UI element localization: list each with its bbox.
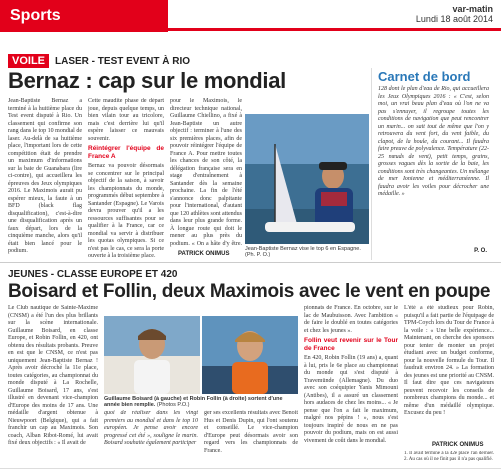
article2-paragraph: L'été a été studieux pour Robin, puisqu'il a fait partie de l'équipage de TPM-Coych lors du Tour de France à la voile : « Une belle expérience... Maintenant, on cherche des sponsors pour tenter de monter un projet étudiant avec un budget conforme, pour la nouvelle formule du Tour. Il faudrait environ 24. » La formation des jeunes est une priorité au CNSM. Il faut dire que ces navigateurs peuvent recevoir les conseils de nombreux champions du monde... et même d'un médaillé olympique. Excusez du peu ! <box>404 305 494 416</box>
footer-rule <box>0 468 501 469</box>
article1-paragraph: Cette maudite phase de départ joue, depuis quelque temps, un bien vilain tour au tricolore, mais c'est derrière lui qu'il espère laisser ce mauvais souvenir. <box>88 98 164 142</box>
photo-sailor <box>245 114 369 244</box>
caption-text: Guillaume Boisard (à gauche) et Robin Follin (à droite) sortent d'une année bien remplie. <box>104 396 283 408</box>
sidebar-text: 128 dont le plan d'eau de Rio, qui accueillera les Jeux Olympiques 2016 : « C'est, selon moi, un vrai beau plan d'eau où l'on ne va pas s'ennuyer, il regroupe toutes les conditions de navigation que peut rencontrer un marin... on sait tout de même que l'on y retrouvera du vent fort, du vent faible, du clapot, de la houle, du courant... Il faudra faire preuve de polyvalence. Température (22-25 nœuds de vent), petit temps, grains, grosses vagues dès la sortie de la baie, les conditions sont très changeantes. Un mélange de mer Ionienne et méditerranéenne. Il faudra avoir les voiles pour décrocher une médaille. » <box>378 86 489 197</box>
article2-column-5 <box>404 305 494 440</box>
article2-paragraph: Le Club nautique de Sainte-Maxime (CNSM) a été l'un des plus brillants sur la scène internationale. Guillaume Boisard, en classe Europe, et Robin Follin, en 420, ont obtenu des résultats probants. Preuve en est que le CNSM, ce n'est pas uniquement Jean-Baptiste Bernaz ! Après avoir décroché la 11e place, toutes catégories, au championnat du monde disputé à La Rochelle, Guillaume Boisard, 17 ans, s'est illustré en devenant vice-champion d'Europe des moins de 17 ans. Une médaille d'argent obtenue à Nieuwpoort (Belgique), qui a fait franchir un cap au Maximois. Son coach, Alban Ribot-Romé, lui avait fixé deux objectifs : « Il avait de <box>8 305 98 446</box>
article2-kicker: JEUNES - CLASSE EUROPE ET 420 <box>8 269 178 280</box>
masthead <box>416 4 493 24</box>
article2-column-1 <box>8 305 98 467</box>
article2-footnotes <box>404 451 494 467</box>
article2-paragraph: En 420, Robin Follin (19 ans) a, quant à lui, pris le 6e place au championnat du monde qui s'est disputé à Travemünde (Allemagne). Du duo avec son coéquipier Yanis Mimouni (Antibes), il a assuré un classement hors audaces de chez les moins... « Je pense que l'on a fait le maximum, malgré nos pépins ! », nous s'est toujours inspiré de nous en ne pas pouvoir du podium, mais on est aussi vivement de coût dans le mondial. <box>304 355 398 444</box>
article1-paragraph: Bernaz va pouvoir désormais se concentrer sur le principal objectif de la saison, à savoir les championnats du monde, programmés début septembre à Santander (Espagne). Le Varois devra prouver qu'il a les ressources suffisantes pour se qualifier à la France, car ce mondial va servir à distribuer les quotas olympiques. Si ce n'est pas le cas, ce sera la porte ouverte à la troisième place. <box>88 163 164 258</box>
article2-signature: PATRICK ONIMUS <box>432 442 484 448</box>
article1-column-1 <box>8 98 82 258</box>
article1-subhead: Réintégrer l'équipe de France A <box>88 145 164 160</box>
article2-column-3 <box>204 410 298 468</box>
article2-headline: Boisard et Follin, deux Maximois avec le vent en poupe <box>8 281 491 302</box>
sailor-photo-image <box>245 114 369 244</box>
sidebar-signature: P. O. <box>474 248 487 254</box>
photo-boisard <box>104 316 200 394</box>
article2-paragraph: quoi de réaliser dans les vingt premiers au mondial et dans le top 10 européen. Je pense avoir encore progressé cet été », souligne le marin. Boisard souhaite également participer <box>104 410 198 446</box>
section-divider <box>0 262 501 263</box>
caption-credit: (Photos P.O.) <box>156 402 190 408</box>
sidebar-title: Carnet de bord <box>378 69 471 84</box>
article1-kicker: LASER - TEST EVENT À RIO <box>55 55 191 67</box>
sidebar-carnet-de-bord <box>371 68 493 260</box>
photo-youth-caption <box>104 396 298 408</box>
article1-headline: Bernaz : cap sur le mondial <box>8 68 286 93</box>
issue-date: Lundi 18 août 2014 <box>415 14 493 24</box>
article1-kicker-row <box>8 54 190 68</box>
follin-photo-image <box>202 316 298 394</box>
article1-paragraph: pour le Maximois, le directeur technique national, Guillaume Chiellino, a fixé à Jean-Baptiste un autre objectif : terminer à l'une des six premières places, afin de pouvoir réintégrer l'équipe de France A. Pour mettre toutes les chances de son côté, la délégation française sera en stage d'entraînement à Santander dès la semaine prochaine. La fin de l'été s'annonce donc palpitante pour l'international, d'autant que 120 athlètes sont attendus dans leur plus grande forme. À longue route qui doit le mener au plus près du podium. « On a hâte d'y être. <box>170 98 242 247</box>
section-tab: Sports <box>0 0 168 32</box>
article2-paragraph: ger ses excellents résultats avec Benoit Hus et Denis Dupin, qui l'ont soutenu et conseillé. Le vice-champion d'Europe peut désormais avoir son regard vers les championnats de France. <box>204 410 298 454</box>
article1-column-2 <box>88 98 164 258</box>
page-header <box>0 0 501 36</box>
article2-column-4 <box>304 305 398 467</box>
sport-tag: VOILE <box>8 54 49 68</box>
article1-column-3 <box>170 98 242 248</box>
article2-column-2 <box>104 410 198 468</box>
photo-follin <box>202 316 298 394</box>
photo-sailor-caption <box>245 246 369 258</box>
caption-text: Jean-Baptiste Bernaz vise le top 6 en Espagne. <box>245 246 361 252</box>
article2-subhead: Follin veut revenir sur le Tour de France <box>304 337 398 352</box>
article1-signature: PATRICK ONIMUS <box>178 251 230 257</box>
header-rule <box>168 28 501 31</box>
footnote-text: 1. Il avait terminé à la 42e place l'an dernier. 2. Au cas où il ne finit pas il n'a pas qualifié. <box>404 451 494 462</box>
boisard-photo-image <box>104 316 200 394</box>
article1-paragraph: Jean-Baptiste Bernaz a terminé à la huitième place du Test event disputé à Rio. Un classement qui confirme son rang dans le top 10 mondial de laser. Au-delà de sa huitième place, l'important lors de cette compétition était de prendre un maximum d'informations sur la baie de Guanabara (lire ci-contre), qui accueillera les épreuves des Jeux olympiques 2016. Le Maximois aurait pu espérer mieux, la faute à un BFD (black flag disqualification), c'est-à-dire une disqualification après un faux départ, lors de la cinquième manche, alors qu'il était bien lancé pour le podium. <box>8 98 82 254</box>
caption-credit: (Ph. P. O.) <box>245 252 271 258</box>
paper-name: var-matin <box>452 4 493 14</box>
article2-paragraph: pionnats de France. En octobre, sur le lac de Maubuisson. Avec l'ambition « de faire le doublé en toutes catégories et chez les jeunes ». <box>304 305 398 334</box>
